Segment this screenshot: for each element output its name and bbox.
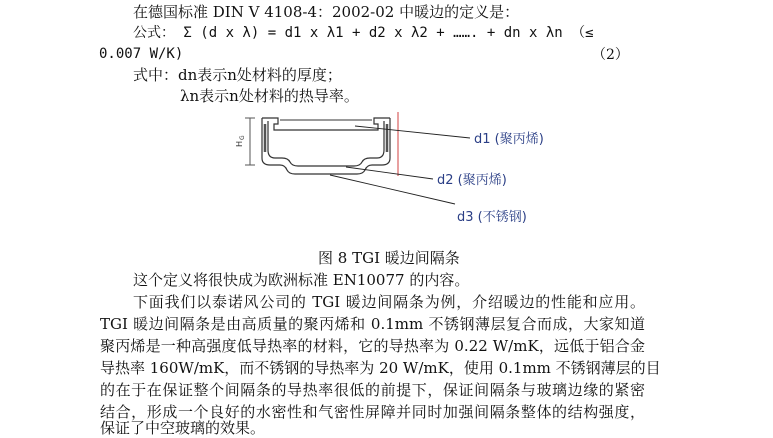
- paragraph-3-line-5: 结合，形成一个良好的水密性和气密性屏障并同时加强间隔条整体的结构强度，: [100, 403, 645, 421]
- formula-line: 公式： Σ (d x λ) = d1 x λ1 + d2 x λ2 + ……. + dn x λn （≤: [133, 25, 594, 41]
- label-d2: d2 (聚丙烯): [437, 173, 507, 188]
- height-dimension: [235, 118, 255, 165]
- paragraph-3-line-6: 保证了中空玻璃的效果。: [100, 419, 266, 437]
- definition-dn: 式中：dn表示n处材料的厚度；: [133, 66, 342, 84]
- definition-lambda: λn表示n处材料的热导率。: [180, 87, 359, 105]
- intro-line: 在德国标准 DIN V 4108-4：2002-02 中暖边的定义是：: [133, 3, 520, 21]
- height-label: H: [235, 140, 244, 147]
- paragraph-3-line-3: 导热率 160W/mK，而不锈钢的导热率为 20 W/mK，使用 0.1mm 不锈钢薄层的目: [100, 359, 661, 377]
- formula-continuation: 0.007 W/K): [99, 46, 184, 62]
- paragraph-3-line-4: 的在于在保证整个间隔条的导热率很低的前提下，保证间隔条与玻璃边缘的紧密: [100, 381, 645, 399]
- label-d3: d3 (不锈钢): [457, 210, 527, 225]
- height-subscript: G: [239, 135, 246, 140]
- leader-d1: [355, 126, 470, 138]
- equation-number: （2）: [592, 47, 629, 63]
- figure-caption: 图 8 TGI 暖边间隔条: [318, 249, 460, 267]
- label-d1: d1 (聚丙烯): [474, 132, 544, 147]
- paragraph-3-line-1: TGI 暖边间隔条是由高质量的聚丙烯和 0.1mm 不锈钢薄层复合而成，大家知道: [100, 315, 645, 333]
- spacer-inner-profile: [268, 121, 384, 166]
- paragraph-2: 下面我们以泰诺风公司的 TGI 暖边间隔条为例，介绍暖边的性能和应用。: [133, 293, 645, 311]
- paragraph-3-line-2: 聚丙烯是一种高强度低导热率的材料，它的导热率为 0.22 W/mK，远低于铝合金: [100, 337, 645, 355]
- paragraph-1: 这个定义将很快成为欧洲标准 EN10077 的内容。: [133, 271, 470, 289]
- leader-d2: [346, 167, 433, 179]
